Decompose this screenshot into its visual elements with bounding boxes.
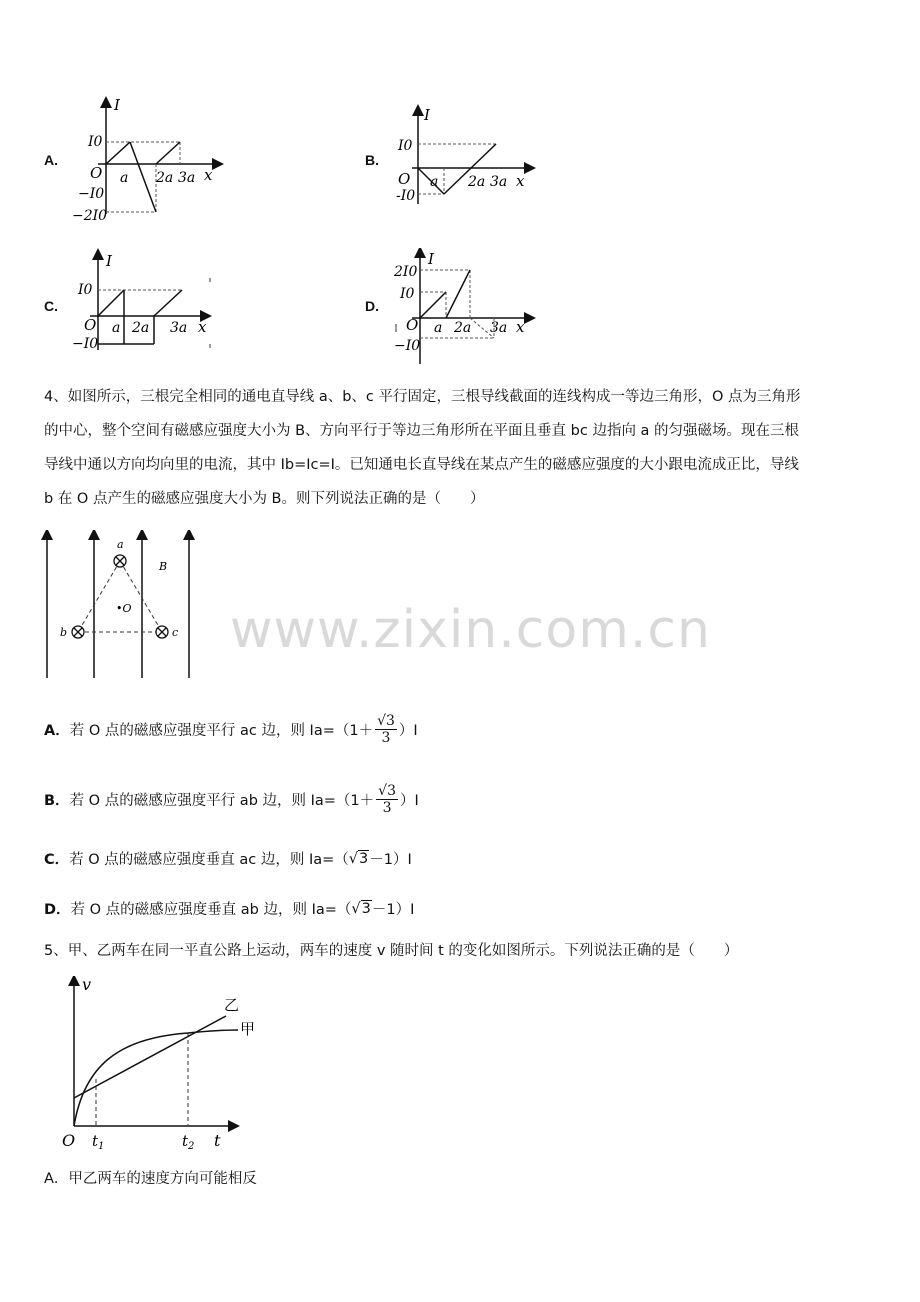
q4-option-a — [44, 704, 418, 754]
q5-vt-graph — [58, 976, 268, 1154]
tick-t2: $t_2$ — [182, 1132, 195, 1152]
tick-a: a — [120, 170, 129, 186]
graph-option-b — [388, 104, 538, 208]
square-root: √ 3 — [351, 900, 371, 917]
tick-2a: 2a — [156, 170, 174, 186]
axis-label-i: I — [428, 250, 434, 268]
wire-a-cross-icon — [114, 555, 126, 567]
watermark: www.zixin.com.cn — [230, 600, 711, 660]
label-b: b — [60, 626, 68, 639]
option-text: 若 O 点的磁感应强度垂直 ac 边，则 Ia=（ — [69, 851, 349, 868]
origin-label: O — [90, 164, 103, 182]
tick-i0: I0 — [88, 134, 103, 150]
line-yi — [74, 1016, 226, 1098]
q5-option-a: A．甲乙两车的速度方向可能相反 — [44, 1171, 257, 1187]
tick-2i0: 2I0 — [394, 264, 418, 280]
option-letter: B． — [44, 792, 70, 809]
tick-2a: 2a — [132, 320, 150, 336]
fraction — [375, 713, 397, 746]
option-letter-c: C. — [44, 298, 58, 314]
option-letter-d: D. — [365, 298, 379, 314]
q4-option-b — [44, 774, 419, 824]
tick-i0: I0 — [400, 286, 415, 302]
q4-line-4: b 在 O 点产生的磁感应强度大小为 B。则下列说法正确的是（ ） — [44, 491, 485, 507]
tick-a: a — [434, 320, 443, 336]
t2-label: t — [182, 1132, 189, 1150]
label-c: c — [172, 626, 179, 639]
option-tail: ）I — [398, 722, 418, 739]
tick-a: a — [112, 320, 121, 336]
label-b-field: B — [159, 560, 168, 573]
tick-neg-i0: −I0 — [78, 186, 105, 202]
axis-label-x: x — [204, 166, 213, 184]
option-text: 若 O 点的磁感应强度平行 ab 边，则 Ia=（1＋ — [69, 792, 375, 809]
wire-c-cross-icon — [156, 626, 168, 638]
label-a: a — [117, 538, 124, 551]
axis-label-v: v — [82, 976, 92, 994]
tick-neg-i0: −I0 — [394, 338, 421, 354]
q4-line-3: 导线中通以方向均向里的电流，其中 Ib=Ic=I。已知通电长直导线在某点产生的磁感应强度的大小跟电流成正比，导线 — [44, 457, 799, 473]
origin-label: O — [62, 1131, 76, 1150]
curve-jia — [74, 1030, 238, 1126]
tick-3a: 3a — [170, 320, 188, 336]
origin-label: O — [84, 316, 97, 334]
q4-option-c — [44, 846, 412, 870]
option-letter: A． — [44, 722, 70, 739]
axis-label-t: t — [214, 1131, 221, 1150]
option-tail: －1）I — [371, 901, 415, 918]
radicand: 3 — [361, 900, 371, 917]
tick-neg-i0: −I0 — [72, 336, 99, 352]
numerator: √3 — [378, 782, 396, 799]
q4-figure — [38, 530, 198, 680]
origin-label: O — [398, 170, 411, 188]
q4-line-2: 的中心，整个空间有磁感应强度大小为 B、方向平行于等边三角形所在平面且垂直 bc 边指向 a 的匀强磁场。现在三根 — [44, 423, 800, 439]
label-o: •O — [116, 602, 132, 615]
graph-option-a — [68, 96, 228, 226]
axis-label-i: I — [424, 106, 430, 124]
tick-3a: 3a — [178, 170, 196, 186]
tick-2a: 2a — [468, 174, 486, 190]
numerator: √3 — [377, 712, 395, 729]
option-tail: －1）I — [369, 851, 412, 868]
tick-neg-i0: -I0 — [396, 188, 416, 204]
label-yi: 乙 — [224, 996, 240, 1014]
option-tail: ）I — [399, 792, 419, 809]
denominator: 3 — [381, 729, 391, 746]
label-jia: 甲 — [240, 1020, 256, 1038]
graph-option-c — [68, 248, 214, 352]
tick-3a: 3a — [490, 320, 508, 336]
axis-label-i: I — [114, 96, 120, 114]
tick-i0: I0 — [398, 138, 413, 154]
axis-label-x: x — [516, 172, 525, 190]
tick-i0: I0 — [78, 282, 93, 298]
origin-label: O — [406, 316, 419, 334]
tick-neg-2i0: −2I0 — [72, 208, 108, 224]
t1-label: t — [92, 1132, 99, 1150]
q4-stem — [44, 380, 884, 516]
wire-b-cross-icon — [72, 626, 84, 638]
q4-line-1: 4、如图所示，三根完全相同的通电直导线 a、b、c 平行固定，三根导线截面的连线构成一等边三角形，O 点为三角形 — [44, 389, 801, 405]
tick-3a: 3a — [490, 174, 508, 190]
option-letter-a: A. — [44, 152, 58, 168]
option-letter-b: B. — [365, 152, 379, 168]
option-text: 若 O 点的磁感应强度平行 ac 边，则 Ia=（1＋ — [69, 722, 374, 739]
option-letter: C． — [44, 851, 70, 868]
tick-t1: $t_1$ — [92, 1132, 105, 1152]
option-text: 若 O 点的磁感应强度垂直 ab 边，则 Ia=（ — [70, 901, 352, 918]
fraction — [376, 783, 398, 816]
denominator: 3 — [382, 799, 392, 816]
square-root: √ 3 — [348, 850, 369, 867]
tick-a: a — [430, 174, 439, 190]
axis-label-x: x — [516, 318, 525, 336]
axis-label-x: x — [198, 318, 207, 336]
q5-stem: 5、甲、乙两车在同一平直公路上运动，两车的速度 v 随时间 t 的变化如图所示。下列说法正确的是（ ） — [44, 943, 739, 959]
graph-option-d — [388, 248, 538, 366]
tick-2a: 2a — [454, 320, 472, 336]
axis-label-i: I — [106, 252, 112, 270]
option-letter: D． — [44, 901, 71, 918]
q4-option-d — [44, 896, 414, 920]
radicand: 3 — [359, 850, 369, 867]
